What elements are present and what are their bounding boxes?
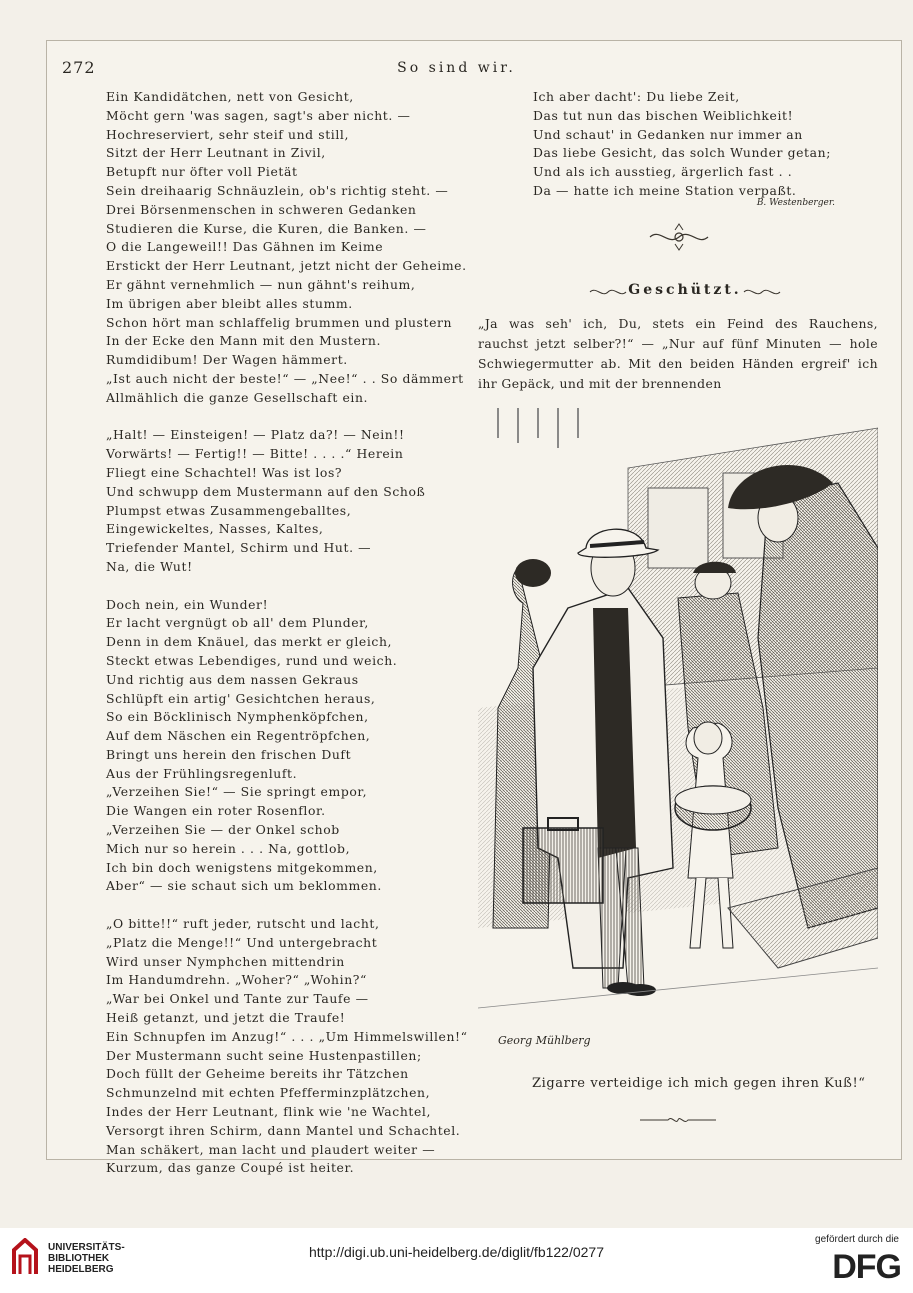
text-line: „Ja was seh' ich, Du, stets ein Feind des Rauchens,: [478, 316, 878, 331]
stanza-break: [106, 408, 436, 427]
permalink-url[interactable]: http://digi.ub.uni-heidelberg.de/diglit/fb122/0277: [309, 1244, 604, 1260]
text-line: Schon hört man schlaffelig brummen und plustern: [106, 314, 453, 330]
footer-bar: [0, 1228, 913, 1293]
text-line: rauchst jetzt selber?!“ — „Nur auf fünf Minuten — hole: [478, 336, 878, 351]
text-line: Möcht gern 'was sagen, sagt's aber nicht. —: [106, 107, 411, 123]
text-line: „Halt! — Einsteigen! — Platz da?! — Nein!!: [106, 427, 405, 443]
text-line: Wird unser Nymphchen mittendrin: [106, 953, 345, 969]
text-line: Ein Schnupfen im Anzug!“ . . . „Um Himmelswillen!“: [106, 1028, 468, 1044]
text-line: Da — hatte ich meine Station verpaßt.: [533, 182, 797, 198]
text-line: ihr Gepäck, und mit der brennenden: [478, 376, 722, 391]
text-line: Triefender Mantel, Schirm und Hut. —: [106, 540, 372, 556]
text-line: Doch nein, ein Wunder!: [106, 596, 269, 612]
text-line: Na, die Wut!: [106, 558, 193, 574]
prose-paragraph: [478, 314, 878, 394]
text-line: Und richtig aus dem nassen Gekraus: [106, 671, 359, 687]
illustration-caption: Zigarre verteidige ich mich gegen ihren Kuß!“: [532, 1076, 866, 1091]
text-line: Denn in dem Knäuel, das merkt er gleich,: [106, 634, 393, 650]
section-title: Geschützt.: [628, 282, 742, 298]
end-flourish-icon: [638, 1114, 718, 1126]
text-line: Fliegt eine Schachtel! Was ist los?: [106, 464, 343, 480]
text-line: Rumdidibum! Der Wagen hämmert.: [106, 352, 348, 368]
funding-note: gefördert durch die: [815, 1234, 899, 1245]
text-line: Drei Börsenmenschen in schweren Gedanken: [106, 201, 417, 217]
text-line: Sein dreihaarig Schnäuzlein, ob's richtig steht. —: [106, 182, 449, 198]
page-number: 272: [62, 58, 96, 77]
flourish-right-icon: [742, 286, 782, 298]
poem-signature: B. Westenberger.: [756, 198, 835, 208]
text-line: Ich aber dacht': Du liebe Zeit,: [533, 89, 740, 104]
poem-right-column: [533, 88, 843, 201]
text-line: O die Langeweil!! Das Gähnen im Keime: [106, 239, 384, 255]
text-line: Ich bin doch wenigstens mitgekommen,: [106, 859, 378, 875]
ornament-icon: [648, 222, 710, 252]
text-line: „War bei Onkel und Tante zur Taufe —: [106, 991, 369, 1007]
stanza-break: [106, 896, 436, 915]
text-line: Versorgt ihren Schirm, dann Mantel und Schachtel.: [106, 1122, 461, 1138]
text-line: Das tut nun das bischen Weiblichkeit!: [533, 107, 794, 123]
text-line: Und als ich ausstieg, ärgerlich fast . .: [533, 164, 793, 180]
text-line: Betupft nur öfter voll Pietät: [106, 164, 298, 180]
text-line: Auf dem Näschen ein Regentröpfchen,: [106, 728, 371, 744]
text-line: Aus der Frühlingsregenluft.: [106, 765, 298, 781]
section-heading: [590, 282, 780, 302]
text-line: Im Handumdrehn. „Woher?“ „Wohin?“: [106, 972, 367, 988]
text-line: „Ist auch nicht der beste!“ — „Nee!“ . . So dämmert: [106, 370, 464, 386]
text-line: Aber“ — sie schaut sich um beklommen.: [106, 878, 382, 894]
text-line: Allmählich die ganze Gesellschaft ein.: [106, 389, 369, 405]
library-line-3: HEIDELBERG: [48, 1264, 114, 1275]
text-line: „Verzeihen Sie!“ — Sie springt empor,: [106, 784, 368, 800]
text-line: Steckt etwas Lebendiges, rund und weich.: [106, 652, 398, 668]
text-line: Und schwupp dem Mustermann auf den Schoß: [106, 483, 426, 499]
text-line: „Verzeihen Sie — der Onkel schob: [106, 822, 340, 838]
text-line: Die Wangen ein roter Rosenflor.: [106, 803, 326, 819]
stanza-break: [106, 577, 436, 596]
text-line: Das liebe Gesicht, das solch Wunder getan;: [533, 145, 831, 161]
text-line: Der Mustermann sucht seine Hustenpastillen;: [106, 1047, 422, 1063]
dfg-logo[interactable]: DFG: [832, 1248, 901, 1286]
text-line: „Platz die Menge!!“ Und untergebracht: [106, 934, 378, 950]
text-line: Er gähnt vernehmlich — nun gähnt's reihum,: [106, 276, 416, 292]
library-line-1: UNIVERSITÄTS-: [48, 1242, 125, 1253]
illustration: [478, 408, 878, 1068]
text-line: „O bitte!!“ ruft jeder, rutscht und lacht,: [106, 916, 380, 932]
text-line: Sitzt der Herr Leutnant in Zivil,: [106, 145, 326, 161]
text-line: Schlüpft ein artig' Gesichtchen heraus,: [106, 690, 376, 706]
text-line: Plumpst etwas Zusammengeballtes,: [106, 502, 352, 518]
flourish-left-icon: [588, 286, 628, 298]
text-line: Im übrigen aber bleibt alles stumm.: [106, 295, 353, 311]
text-line: Studieren die Kurse, die Kuren, die Banken. —: [106, 220, 427, 236]
text-line: Er lacht vergnügt ob all' dem Plunder,: [106, 615, 369, 631]
text-line: Eingewickeltes, Nasses, Kaltes,: [106, 521, 324, 537]
text-line: Erstickt der Herr Leutnant, jetzt nicht der Geheime.: [106, 258, 467, 274]
text-line: Indes der Herr Leutnant, flink wie 'ne Wachtel,: [106, 1104, 432, 1120]
poem-left-column: [106, 88, 468, 1178]
text-line: In der Ecke den Mann mit den Mustern.: [106, 333, 382, 349]
text-line: Mich nur so herein . . . Na, gottlob,: [106, 840, 351, 856]
text-line: Doch füllt der Geheime bereits ihr Tätzchen: [106, 1066, 409, 1082]
running-title: So sind wir.: [397, 60, 516, 76]
text-line: So ein Böcklinisch Nymphenköpfchen,: [106, 709, 369, 725]
text-line: Heiß getanzt, und jetzt die Traufe!: [106, 1010, 346, 1026]
text-line: Man schäkert, man lacht und plaudert weiter —: [106, 1141, 436, 1157]
text-line: Ein Kandidätchen, nett von Gesicht,: [106, 89, 354, 104]
text-line: Hochreserviert, sehr steif und still,: [106, 126, 350, 142]
artist-signature: Georg Mühlberg: [498, 1034, 591, 1047]
text-line: Vorwärts! — Fertig!! — Bitte! . . . .“ Herein: [106, 446, 404, 462]
text-line: Schwiegermutter ab. Mit den beiden Händen ergreif' ich: [478, 356, 878, 371]
text-line: Kurzum, das ganze Coupé ist heiter.: [106, 1160, 355, 1176]
library-line-2: BIBLIOTHEK: [48, 1253, 110, 1264]
text-line: Schmunzelnd mit echten Pfefferminzplätzchen,: [106, 1085, 431, 1101]
text-line: Und schaut' in Gedanken nur immer an: [533, 126, 803, 142]
text-line: Bringt uns herein den frischen Duft: [106, 746, 352, 762]
